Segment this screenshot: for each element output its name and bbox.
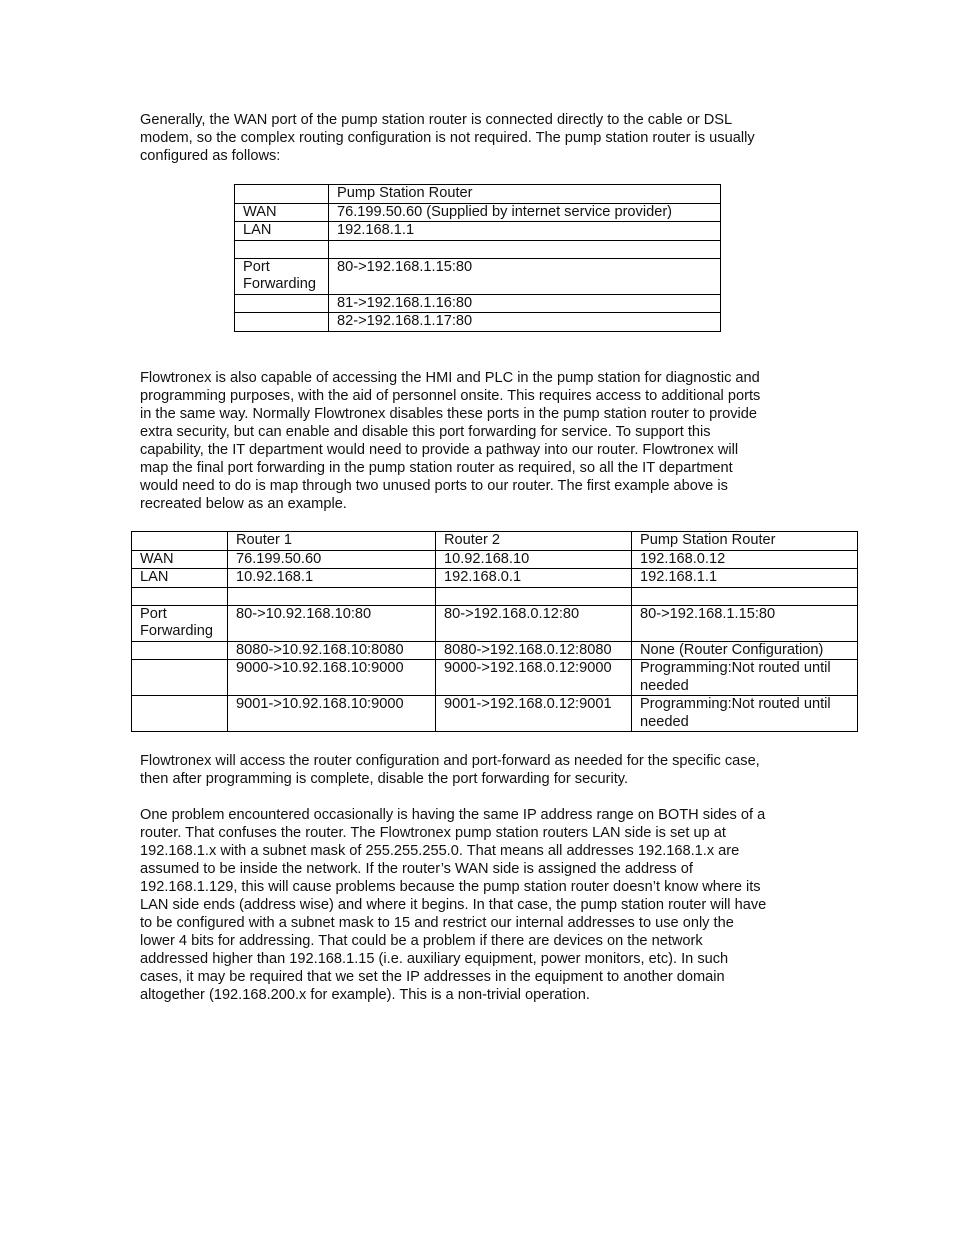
followup-paragraph: Flowtronex will access the router configuration and port-forward as needed for the specific case, then after programming is complete, disable the port forwarding for security. bbox=[140, 753, 760, 787]
table-row bbox=[235, 240, 721, 258]
table-cell: 76.199.50.60 (Supplied by internet service provider) bbox=[329, 203, 721, 222]
table-cell: 76.199.50.60 bbox=[228, 550, 436, 569]
table-cell: 80->10.92.168.10:80 bbox=[228, 605, 436, 641]
table-row bbox=[132, 550, 858, 569]
table-cell: 9001->10.92.168.10:9000 bbox=[228, 696, 436, 732]
table-cell: Pump Station Router bbox=[632, 532, 858, 551]
table-cell bbox=[235, 313, 329, 332]
table-cell: 192.168.1.1 bbox=[329, 222, 721, 241]
table-cell bbox=[132, 587, 228, 605]
table-row bbox=[132, 587, 858, 605]
table-cell: 80->192.168.0.12:80 bbox=[436, 605, 632, 641]
table-cell: 10.92.168.1 bbox=[228, 569, 436, 588]
table-row bbox=[132, 660, 858, 696]
table-cell bbox=[235, 185, 329, 204]
table-cell: Programming:Not routed until needed bbox=[632, 660, 858, 696]
table-cell: 10.92.168.10 bbox=[436, 550, 632, 569]
table-cell: None (Router Configuration) bbox=[632, 641, 858, 660]
table-row bbox=[235, 222, 721, 241]
table-cell: 80->192.168.1.15:80 bbox=[329, 258, 721, 294]
table-row bbox=[235, 313, 721, 332]
table-row bbox=[235, 294, 721, 313]
table-cell bbox=[632, 587, 858, 605]
table-cell bbox=[228, 587, 436, 605]
table-cell: 192.168.0.12 bbox=[632, 550, 858, 569]
table-cell: 81->192.168.1.16:80 bbox=[329, 294, 721, 313]
table-cell: Programming:Not routed until needed bbox=[632, 696, 858, 732]
table-cell: Router 1 bbox=[228, 532, 436, 551]
table-cell: Port Forwarding bbox=[132, 605, 228, 641]
table-cell bbox=[235, 294, 329, 313]
table-cell bbox=[235, 240, 329, 258]
table-cell bbox=[436, 587, 632, 605]
table-cell bbox=[132, 532, 228, 551]
intro-paragraph: Generally, the WAN port of the pump station router is connected directly to the cable or DSL modem, so the complex routing configuration is not required. The pump station router is usually configured as follows: bbox=[140, 112, 755, 164]
table-cell bbox=[132, 641, 228, 660]
table-cell: 192.168.1.1 bbox=[632, 569, 858, 588]
table-row bbox=[235, 185, 721, 204]
table-row bbox=[235, 203, 721, 222]
table-cell: Router 2 bbox=[436, 532, 632, 551]
table-row bbox=[132, 641, 858, 660]
pump-station-router-table bbox=[234, 184, 721, 332]
table-cell: 8080->192.168.0.12:8080 bbox=[436, 641, 632, 660]
table-cell: 9000->10.92.168.10:9000 bbox=[228, 660, 436, 696]
table-row bbox=[132, 532, 858, 551]
table-cell: Port Forwarding bbox=[235, 258, 329, 294]
table-row bbox=[132, 569, 858, 588]
table-cell bbox=[132, 696, 228, 732]
table-cell: 80->192.168.1.15:80 bbox=[632, 605, 858, 641]
table-cell bbox=[132, 660, 228, 696]
table-cell: 82->192.168.1.17:80 bbox=[329, 313, 721, 332]
table-row bbox=[132, 605, 858, 641]
table-cell: 9001->192.168.0.12:9001 bbox=[436, 696, 632, 732]
table-cell: WAN bbox=[235, 203, 329, 222]
table-cell: 8080->10.92.168.10:8080 bbox=[228, 641, 436, 660]
table-row bbox=[235, 258, 721, 294]
table-cell: Pump Station Router bbox=[329, 185, 721, 204]
table-cell: 192.168.0.1 bbox=[436, 569, 632, 588]
table-row bbox=[132, 696, 858, 732]
table-cell bbox=[329, 240, 721, 258]
ip-conflict-paragraph: One problem encountered occasionally is having the same IP address range on BOTH sides of a router. That confuses the router. The Flowtronex pump station routers LAN side is set up at 192.168.1.x with a subnet mask of 255.255.255.0. That means all addresses 192.168.1.x are assumed to be inside the network. If the router’s WAN side is assigned the address of 192.168.1.129, this will cause problems because the pump station router doesn’t know where its LAN side ends (address wise) and where it begins. In that case, the pump station router will have to be configured with a subnet mask to 15 and restrict our internal addresses to use only the lower 4 bits for addressing. That could be a problem if there are devices on the network addressed higher than 192.168.1.15 (i.e. auxiliary equipment, power monitors, etc). In such cases, it may be required that we set the IP addresses in the equipment to another domain altogether (192.168.200.x for example). This is a non-trivial operation. bbox=[140, 807, 767, 1003]
access-paragraph: Flowtronex is also capable of accessing the HMI and PLC in the pump station for diagnostic and programming purposes, with the aid of personnel onsite. This requires access to additional ports in the same way. Normally Flowtronex disables these ports in the pump station router to provide extra security, but can enable and disable this port forwarding for service. To support this capability, the IT department would need to provide a pathway into our router. Flowtronex will map the final port forwarding in the pump station router as required, so all the IT department would need to do is map through two unused ports to our router. The first example above is recreated below as an example. bbox=[140, 370, 761, 512]
table-cell: WAN bbox=[132, 550, 228, 569]
router-chain-table bbox=[131, 531, 858, 732]
table-cell: LAN bbox=[132, 569, 228, 588]
table-cell: LAN bbox=[235, 222, 329, 241]
table-cell: 9000->192.168.0.12:9000 bbox=[436, 660, 632, 696]
